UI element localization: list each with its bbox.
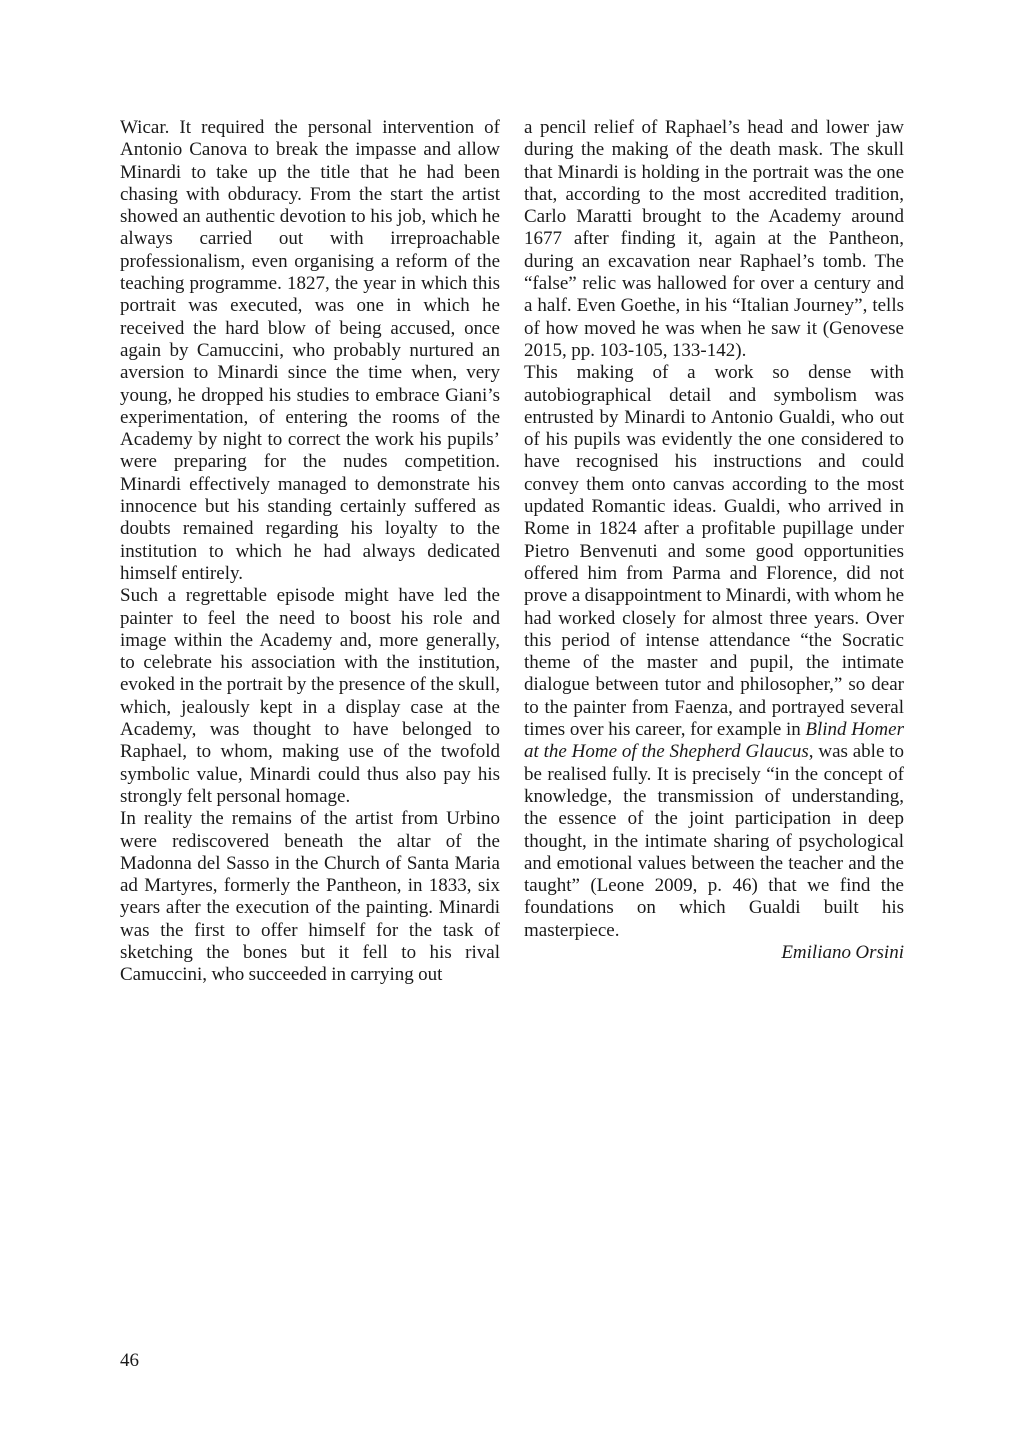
body-paragraph: Such a regrettable episode might have led the painter to feel the need to boost his role and image within the Academy and, more generally, to celebrate his association with the institution, evoked in the portrait by the presence of the skull, which, jealously kept in a display case at the Academy, was thought to have belonged to Raphael, to whom, making use of the twofold symbolic value, Minardi could thus also pay his strongly felt personal homage. xyxy=(120,585,500,807)
author-signature: Emiliano Orsini xyxy=(781,941,904,963)
artwork-title: Blind Homer at the Home of the Shepherd Glaucus xyxy=(524,719,904,763)
page-number: 46 xyxy=(120,1350,139,1371)
left-column xyxy=(120,117,500,987)
paragraph-text: , was able to be realised fully. It is precisely “in the concept of knowledge, the transmission of understanding, the essence of the joint participation in deep thought, in the intimate sharing of psychological and emotional values between the teacher and the taught” (Leone 2009, p. 46) that we find the foundations on which Gualdi built his masterpiece. xyxy=(524,741,904,941)
right-column xyxy=(524,117,904,964)
body-paragraph: In reality the remains of the artist from Urbino were rediscovered beneath the altar of the Madonna del Sasso in the Church of Santa Maria ad Martyres, formerly the Pantheon, in 1833, six years after the execution of the painting. Minardi was the first to offer himself for the task of sketching the bones but it fell to his rival Camuccini, who succeeded in carrying out xyxy=(120,808,500,986)
body-paragraph: a pencil relief of Raphael’s head and lower jaw during the making of the death mask. The skull that Minardi is holding in the portrait was the one that, according to the most accredited tradition, Carlo Maratti brought to the Academy around 1677 after finding it, again at the Pantheon, during an excavation near Raphael’s tomb. The “false” relic was hallowed for over a century and a half. Even Goethe, in his “Italian Journey”, tells of how moved he was when he saw it (Genovese 2015, pp. 103-105, 133-142). xyxy=(524,117,904,361)
paragraph-text: This making of a work so dense with autobiographical detail and symbolism was entrusted by Minardi to Antonio Gualdi, who out of his pupils was evidently the one considered to have recognised his instructions and could convey them onto canvas according to the most updated Romantic ideas. Gualdi, who arrived in Rome in 1824 after a profitable pupillage under Pietro Benvenuti and some good opportunities offered him from Parma and Florence, did not prove a disappointment to Minardi, with whom he had worked closely for almost three years. Over this period of intense attendance “the Socratic theme of the master and pupil, the intimate dialogue between tutor and philosopher,” so dear to the painter from Faenza, and portrayed several times over his career, for example in xyxy=(524,362,904,741)
body-paragraph xyxy=(524,362,904,942)
body-paragraph: Wicar. It required the personal intervention of Antonio Canova to break the impasse and allow Minardi to take up the title that he had been chasing with obduracy. From the start the artist showed an authentic devotion to his job, which he always carried out with irreproachable professionalism, even organising a reform of the teaching programme. 1827, the year in which this portrait was executed, was one in which he received the hard blow of being accused, once again by Camuccini, who probably nurtured an aversion to Minardi since the time when, very young, he dropped his studies to embrace Giani’s experimentation, of entering the rooms of the Academy by night to correct the work his pupils’ were preparing for the nudes competition. Minardi effectively managed to demonstrate his innocence but his standing certainly suffered as doubts remained regarding his loyalty to the institution to which he had always dedicated himself entirely. xyxy=(120,117,500,584)
